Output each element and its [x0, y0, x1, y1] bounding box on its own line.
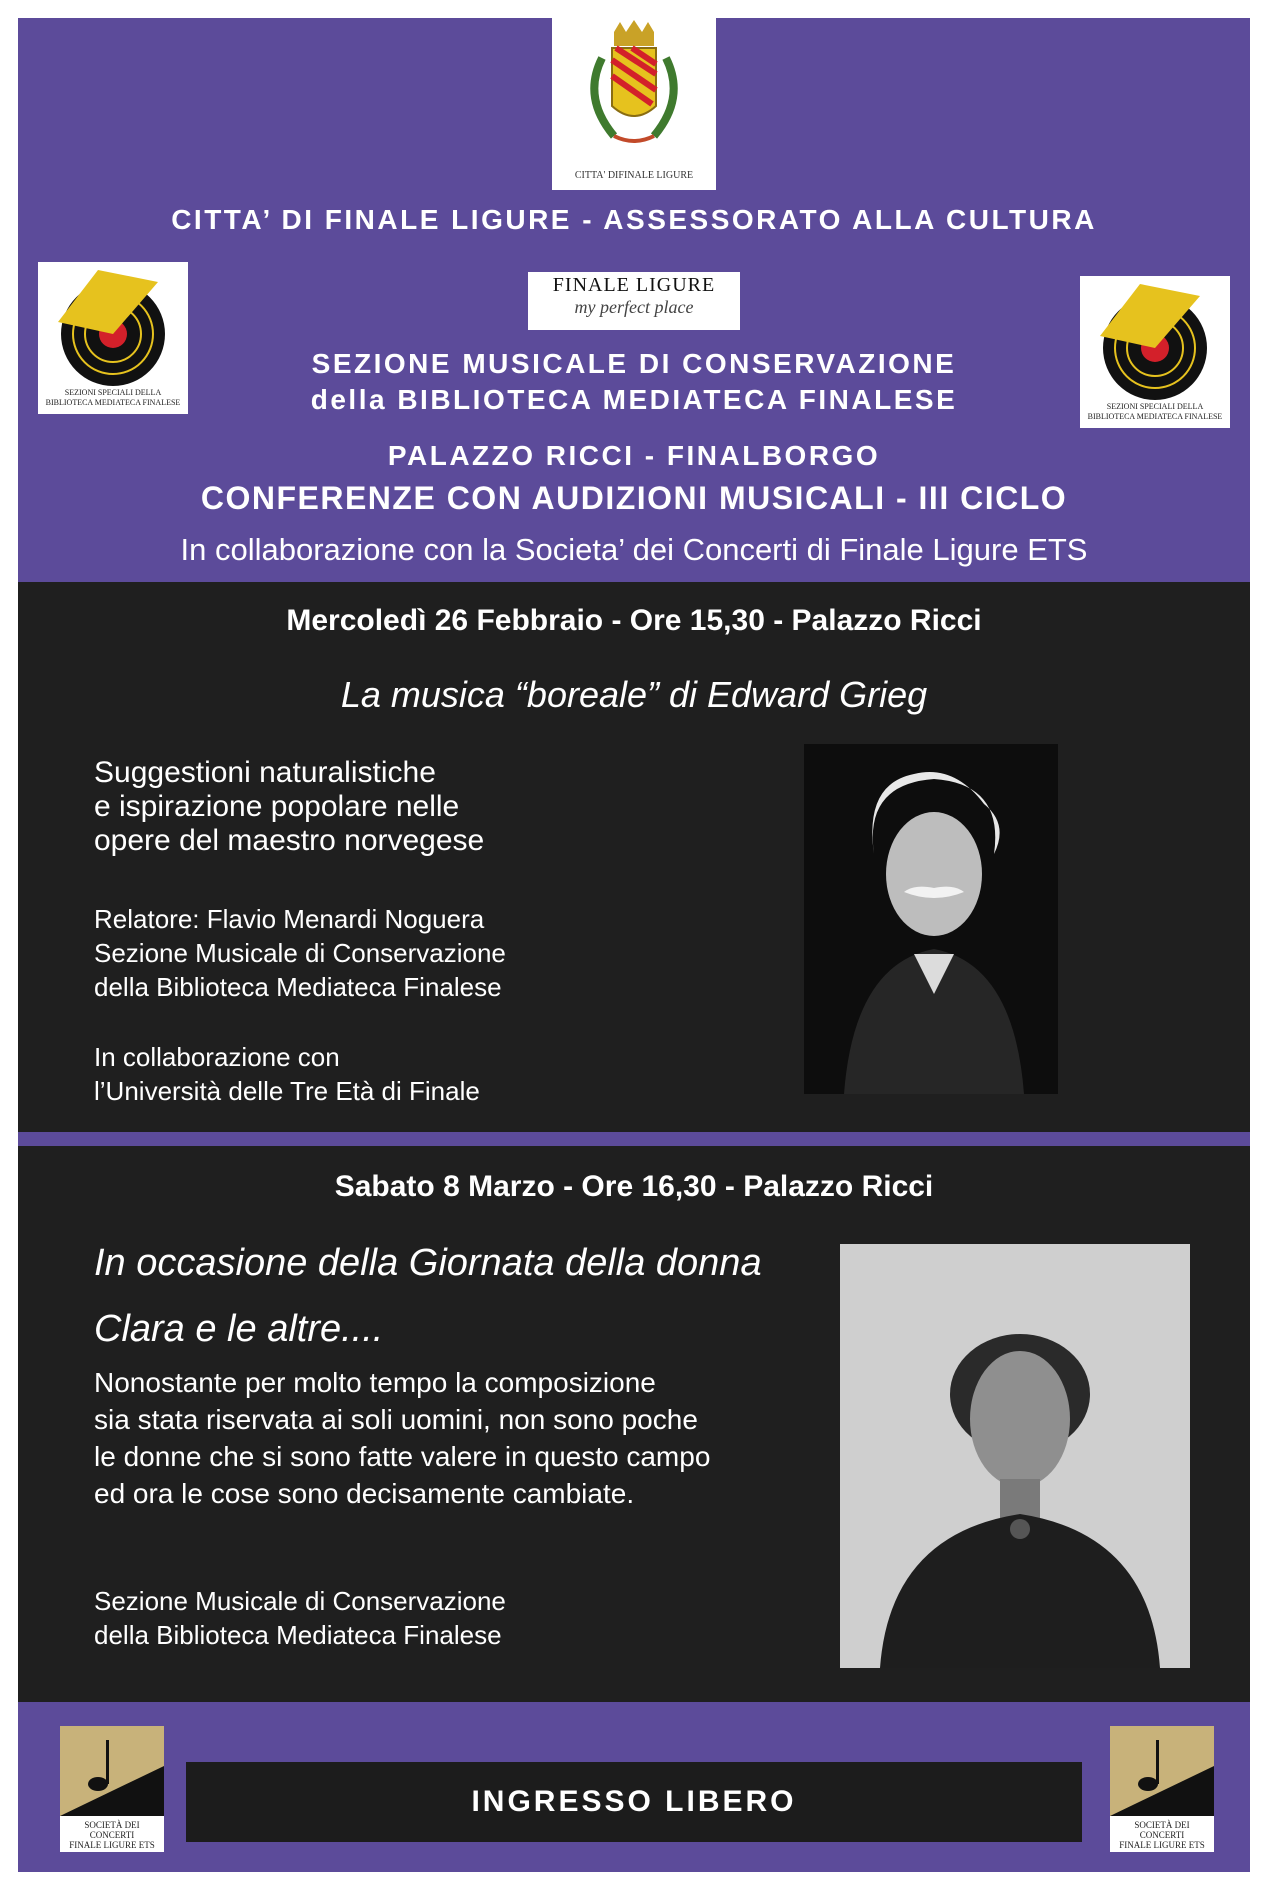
- event1-description: Suggestioni naturalistiche e ispirazione popolare nelle opere del maestro norvegese: [94, 756, 485, 857]
- biblioteca-logo-caption: SEZIONI SPECIALI DELLA BIBLIOTECA MEDIATECA FINALESE: [1087, 402, 1223, 421]
- city-assessorato-line: CITTA’ DI FINALE LIGURE - ASSESSORATO ALLA CULTURA: [171, 204, 1097, 235]
- event1-collaboration: In collaborazione con l’Università delle Tre Età di Finale: [94, 1042, 480, 1106]
- event2-title: Clara e le altre....: [94, 1308, 384, 1350]
- biblioteca-logo-caption: SEZIONI SPECIALI DELLA BIBLIOTECA MEDIATECA FINALESE: [45, 388, 181, 407]
- section-line-1: SEZIONE MUSICALE DI CONSERVAZIONE: [311, 348, 957, 379]
- section-line-2: della BIBLIOTECA MEDIATECA FINALESE: [310, 384, 958, 415]
- series-line: CONFERENZE CON AUDIZIONI MUSICALI - III CICLO: [200, 480, 1068, 516]
- event2-date: Sabato 8 Marzo - Ore 16,30 - Palazzo Ricci: [334, 1170, 934, 1203]
- crest-icon: [552, 18, 716, 168]
- event2-occasion: In occasione della Giornata della donna: [94, 1242, 762, 1284]
- concerti-logo-caption: SOCIETÀ DEI CONCERTI FINALE LIGURE ETS: [1119, 1820, 1205, 1850]
- music-note-icon: [60, 1726, 164, 1816]
- crest-caption: CITTA' DIFINALE LIGURE: [574, 170, 694, 181]
- event2-description: Nonostante per molto tempo la composizione sia stata riservata ai soli uomini, non sono poche le donne che si sono fatte valere in questo campo ed ora le cose sono decisamente cambiate.: [94, 1367, 711, 1509]
- societa-concerti-logo-right: [1110, 1726, 1214, 1852]
- grieg-portrait-illustration: [804, 744, 1058, 1094]
- finale-ligure-brand: [528, 272, 740, 330]
- brand-tagline: my perfect place: [574, 297, 694, 317]
- event1-speaker: Relatore: Flavio Menardi Noguera Sezione Musicale di Conservazione della Biblioteca Mediateca Finalese: [94, 904, 506, 1002]
- grieg-portrait: [804, 744, 1058, 1094]
- venue-line: PALAZZO RICCI - FINALBORGO: [387, 440, 881, 471]
- collaboration-line: In collaborazione con la Societa’ dei Concerti di Finale Ligure ETS: [180, 532, 1088, 567]
- event2-credit: Sezione Musicale di Conservazione della Biblioteca Mediateca Finalese: [94, 1586, 506, 1650]
- brand-title: FINALE LIGURE: [552, 274, 716, 296]
- event1-date: Mercoledì 26 Febbraio - Ore 15,30 - Palazzo Ricci: [286, 604, 982, 637]
- societa-concerti-logo-left: [60, 1726, 164, 1852]
- clara-portrait: [840, 1244, 1190, 1668]
- concerti-logo-caption: SOCIETÀ DEI CONCERTI FINALE LIGURE ETS: [69, 1820, 155, 1850]
- ingresso-libero-banner: INGRESSO LIBERO: [186, 1762, 1082, 1842]
- city-crest-logo: [552, 18, 716, 190]
- music-note-icon: [1110, 1726, 1214, 1816]
- clara-portrait-illustration: [840, 1244, 1190, 1668]
- event1-title: La musica “boreale” di Edward Grieg: [340, 674, 928, 715]
